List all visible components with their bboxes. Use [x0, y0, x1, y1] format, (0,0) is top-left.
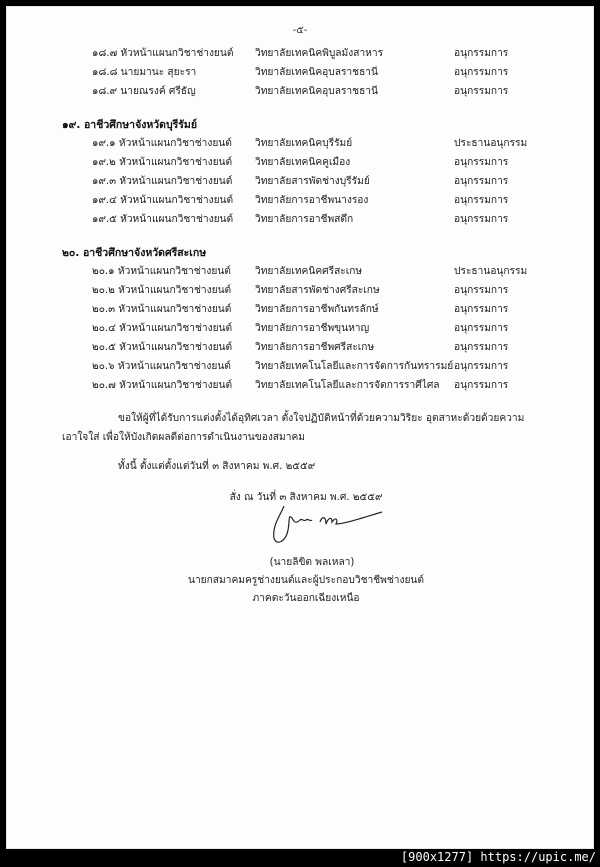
member-role: อนุกรรมการ [454, 285, 509, 296]
member-name: ๒๐.๕ หัวหน้าแผนกวิชาช่างยนต์ [92, 342, 233, 353]
member-org: วิทยาลัยการอาชีพกันทรลักษ์ [255, 304, 379, 315]
member-org: วิทยาลัยเทคนิคคูเมือง [255, 157, 351, 168]
member-name: ๒๐.๔ หัวหน้าแผนกวิชาช่างยนต์ [92, 323, 233, 334]
section-heading: ๒๐. อาชีวศึกษาจังหวัดศรีสะเกษ [62, 247, 207, 259]
signatory-region: ภาคตะวันออกเฉียงเหนือ [252, 593, 360, 604]
member-role: อนุกรรมการ [454, 342, 509, 353]
member-role: อนุกรรมการ [454, 86, 509, 97]
member-org: วิทยาลัยการอาชีพนางรอง [255, 195, 369, 206]
member-role: อนุกรรมการ [454, 323, 509, 334]
closing-paragraph-line2: เอาใจใส่ เพื่อให้บังเกิดผลดีต่อการดำเนินงานของสมาคม [62, 432, 305, 443]
member-role: อนุกรรมการ [454, 304, 509, 315]
member-role: อนุกรรมการ [454, 361, 509, 372]
member-name: ๑๘.๘ นายมานะ สุยะรา [92, 67, 197, 78]
member-name: ๒๐.๒ หัวหน้าแผนกวิชาช่างยนต์ [92, 285, 232, 296]
member-name: ๒๐.๗ หัวหน้าแผนกวิชาช่างยนต์ [92, 380, 233, 391]
member-role: อนุกรรมการ [454, 176, 509, 187]
member-name: ๒๐.๑ หัวหน้าแผนกวิชาช่างยนต์ [92, 266, 231, 277]
member-role: ประธานอนุกรรม [454, 138, 528, 149]
member-role: อนุกรรมการ [454, 157, 509, 168]
member-role: ประธานอนุกรรม [454, 266, 528, 277]
member-name: ๑๙.๓ หัวหน้าแผนกวิชาช่างยนต์ [92, 176, 233, 187]
member-name: ๑๘.๙ นายณรงค์ ศรีธัญ [92, 86, 196, 97]
member-org: วิทยาลัยการอาชีพขุนหาญ [255, 323, 370, 334]
member-role: อนุกรรมการ [454, 48, 509, 59]
signature-icon [266, 502, 386, 550]
member-org: วิทยาลัยเทคโนโลยีและการจัดการกันทรารมย์ [255, 361, 454, 372]
closing-paragraph-line1: ขอให้ผู้ที่ได้รับการแต่งตั้งได้อุทิศเวลา ตั้งใจปฏิบัติหน้าที่ด้วยความวิริยะ อุตสาหะด้วยด้วยความ [118, 413, 525, 424]
page-number: -๕- [292, 25, 308, 36]
member-name: ๒๐.๖ หัวหน้าแผนกวิชาช่างยนต์ [92, 361, 231, 372]
member-org: วิทยาลัยเทคนิคอุบลราชธานี [255, 67, 378, 78]
member-name: ๑๙.๔ หัวหน้าแผนกวิชาช่างยนต์ [92, 195, 234, 206]
member-role: อนุกรรมการ [454, 195, 509, 206]
member-org: วิทยาลัยเทคนิคบุรีรัมย์ [255, 138, 353, 149]
member-org: วิทยาลัยเทคนิคอุบลราชธานี [255, 86, 378, 97]
effective-date: ทั้งนี้ ตั้งแต่ตั้งแต่วันที่ ๓ สิงหาคม พ.ศ. ๒๕๕๙ [118, 461, 316, 472]
member-org: วิทยาลัยเทคโนโลยีและการจัดการราศีไศล [255, 380, 440, 391]
member-org: วิทยาลัยการอาชีพศรีสะเกษ [255, 342, 375, 353]
section-heading: ๑๙. อาชีวศึกษาจังหวัดบุรีรัมย์ [62, 119, 197, 131]
member-org: วิทยาลัยเทคนิคพิบูลมังสาหาร [255, 48, 384, 59]
signatory-name: (นายลิขิต พลเหลา) [269, 557, 355, 568]
member-name: ๑๙.๑ หัวหน้าแผนกวิชาช่างยนต์ [92, 138, 232, 149]
member-org: วิทยาลัยการอาชีพสตึก [255, 214, 354, 225]
signatory-position: นายกสมาคมครูช่างยนต์และผู้ประกอบวิชาชีพช่างยนต์ [187, 575, 424, 586]
member-org: วิทยาลัยสารพัดช่างศรีสะเกษ [255, 285, 380, 296]
document-page [6, 6, 594, 849]
member-role: อนุกรรมการ [454, 214, 509, 225]
member-org: วิทยาลัยสารพัดช่างบุรีรัมย์ [255, 176, 370, 187]
watermark: [900x1277] https://upic.me/ [400, 850, 596, 864]
member-org: วิทยาลัยเทคนิคศรีสะเกษ [255, 266, 363, 277]
member-role: อนุกรรมการ [454, 67, 509, 78]
member-name: ๑๙.๕ หัวหน้าแผนกวิชาช่างยนต์ [92, 214, 234, 225]
member-role: อนุกรรมการ [454, 380, 509, 391]
member-name: ๑๙.๒ หัวหน้าแผนกวิชาช่างยนต์ [92, 157, 233, 168]
order-date: สั่ง ณ วันที่ ๓ สิงหาคม พ.ศ. ๒๕๕๙ [229, 492, 383, 503]
member-name: ๑๘.๗ หัวหน้าแผนกวิชาช่างยนต์ [92, 48, 234, 59]
member-name: ๒๐.๓ หัวหน้าแผนกวิชาช่างยนต์ [92, 304, 232, 315]
